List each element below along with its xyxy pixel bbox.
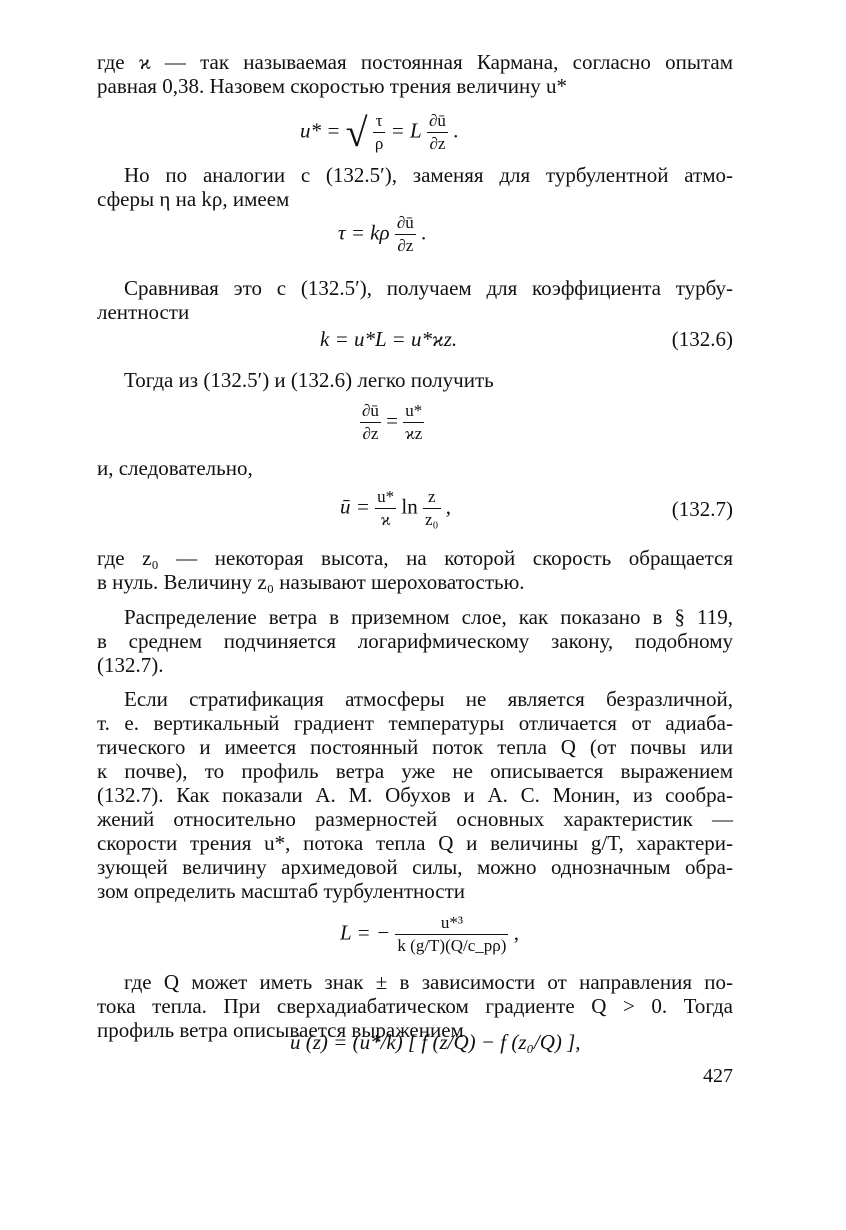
numerator: ∂ū: [360, 400, 381, 423]
text-line: (132.7).: [97, 653, 164, 677]
text-line: т. е. вертикальный градиент температуры отличается от адиаба-: [97, 711, 733, 735]
text-line: Тогда из (132.5′) и (132.6) легко получить: [124, 368, 494, 392]
numerator: u*: [375, 486, 396, 509]
denominator: ∂z: [397, 236, 414, 255]
equation-gradient: [360, 400, 424, 445]
equation-shear-stress: [338, 212, 426, 257]
eq-part: =: [386, 408, 398, 433]
fraction: [373, 110, 385, 155]
fraction: [375, 486, 396, 531]
fraction: [395, 912, 508, 957]
text-line: к почве), то профиль ветра уже не описывается выражением: [97, 759, 733, 783]
equation-132-6: [320, 327, 457, 352]
text-line: Если стратификация атмосферы не является безразличной,: [124, 687, 733, 711]
denominator: ϰ: [380, 510, 391, 529]
eq-part: ,: [513, 920, 519, 945]
eq-part: ,: [445, 494, 451, 519]
fraction: [427, 110, 448, 155]
denominator: k (g/T)(Q/c_pρ): [397, 936, 507, 955]
numerator: τ: [373, 110, 385, 133]
numerator: ∂ū: [427, 110, 448, 133]
eq-part: ū (z) = (u*/k) [ f (z/Q) − f (z₀/Q) ],: [290, 1030, 581, 1054]
fraction: [423, 486, 440, 531]
equation-wind-profile: [290, 1030, 581, 1055]
text-line: где Q может иметь знак ± в зависимости от направления по-: [124, 970, 733, 994]
text-line: Распределение ветра в приземном слое, как показано в § 119,: [124, 605, 733, 629]
denominator: ϰz: [405, 424, 423, 443]
text-line: лентности: [97, 300, 190, 324]
text-line: тического и имеется постоянный поток тепла Q (от почвы или: [97, 735, 733, 759]
denominator: ∂z: [362, 424, 379, 443]
eq-part: ū =: [340, 494, 370, 519]
text-line: где ϰ — так называемая постоянная Кармана, согласно опытам: [97, 50, 733, 74]
text-line: тока тепла. При сверхадиабатическом градиенте Q > 0. Тогда: [97, 994, 733, 1018]
fraction: [403, 400, 424, 445]
eq-part: .: [453, 118, 459, 143]
eq-part: L = −: [340, 920, 391, 945]
equation-132-7: [340, 486, 451, 531]
text-line: (132.7). Как показали А. М. Обухов и А. С. Монин, из сообра-: [97, 783, 733, 807]
numerator: u*: [403, 400, 424, 423]
text-line: зующей величину архимедовой силы, можно однозначным обра-: [97, 855, 733, 879]
text-line: в среднем подчиняется логарифмическому закону, подобному: [97, 629, 733, 653]
denominator: z₀: [425, 510, 439, 529]
sqrt-sign: √: [345, 110, 368, 155]
numerator: z: [423, 486, 440, 509]
text-line: сферы η на kρ, имеем: [97, 187, 290, 211]
fraction: [395, 212, 416, 257]
eq-part: k = u*L = u*ϰz.: [320, 327, 458, 351]
equation-number: (132.7): [671, 497, 733, 521]
eq-part: ln: [401, 494, 418, 519]
equation-friction-velocity: [300, 110, 458, 155]
text-line: и, следовательно,: [97, 456, 253, 480]
text-line: жений относительно размерностей основных характеристик —: [97, 807, 733, 831]
equation-turbulence-scale: [340, 912, 519, 957]
numerator: ∂ū: [395, 212, 416, 235]
text-line: профиль ветра описывается выражением: [97, 1018, 464, 1042]
eq-part: u* =: [300, 118, 341, 143]
equation-number: (132.6): [671, 327, 733, 351]
text-line: где z₀ — некоторая высота, на которой скорость обращается: [97, 546, 733, 570]
text-line: скорости трения u*, потока тепла Q и величины g/T, характери-: [97, 831, 733, 855]
eq-part: = L: [390, 118, 422, 143]
eq-part: τ = kρ: [338, 220, 390, 245]
eq-part: .: [421, 220, 427, 245]
denominator: ρ: [374, 134, 384, 153]
text-line: в нуль. Величину z₀ называют шероховатостью.: [97, 570, 525, 594]
text-line: зом определить масштаб турбулентности: [97, 879, 466, 903]
text-line: Но по аналогии с (132.5′), заменяя для турбулентной атмо-: [124, 163, 733, 187]
text-line: Сравнивая это с (132.5′), получаем для коэффициента турбу-: [124, 276, 733, 300]
numerator: u*³: [395, 912, 508, 935]
text-line: равная 0,38. Назовем скоростью трения величину u*: [97, 74, 568, 98]
denominator: ∂z: [429, 134, 446, 153]
fraction: [360, 400, 381, 445]
page-number: 427: [703, 1065, 733, 1087]
